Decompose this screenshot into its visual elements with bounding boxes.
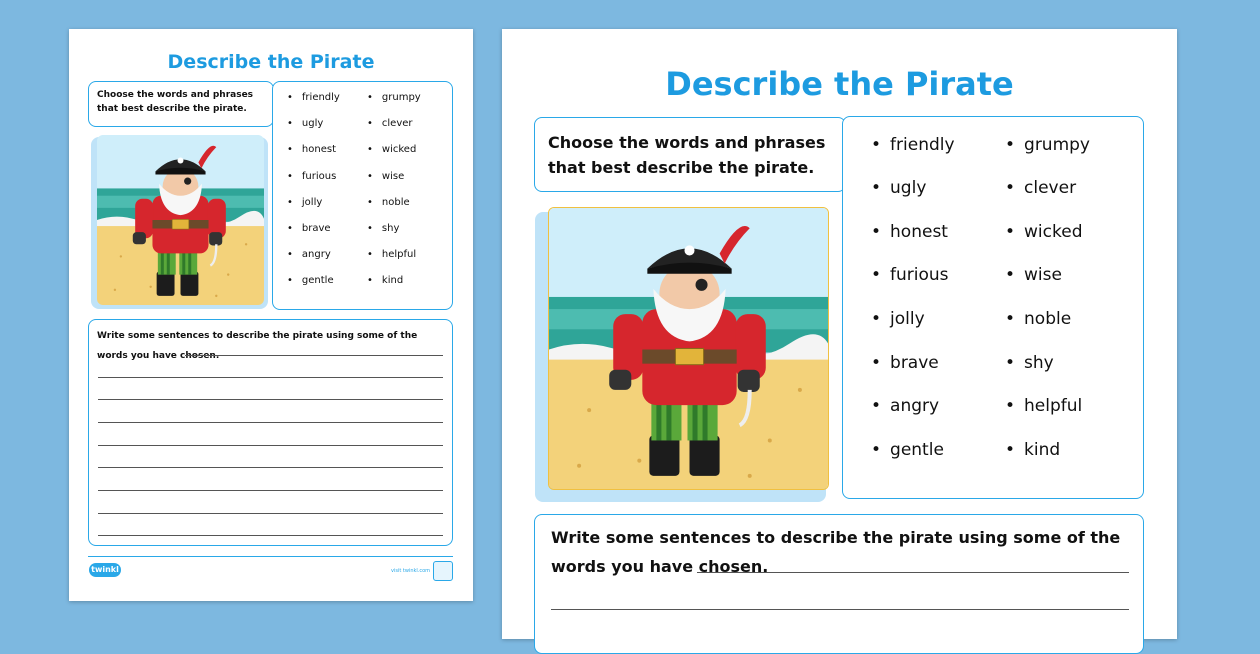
badge-icon [433,561,453,581]
word-item: • clever [367,118,413,129]
writing-prompt: Write some sentences to describe the pirate using some of the words you have chosen. [97,331,418,361]
word-item: • ugly [871,178,926,198]
worksheet-title: Describe the Pirate [167,51,375,73]
word-item: • helpful [367,249,416,260]
word-item: • wise [1005,265,1062,285]
worksheet-thumbnail [69,29,473,601]
word-item: • furious [287,171,336,182]
word-item: • angry [287,249,331,260]
pirate-image [97,135,264,305]
instruction-text: Choose the words and phrases that best describe the pirate. [548,133,826,177]
instruction-box [88,81,274,127]
word-bank-box [842,116,1144,499]
word-item: • friendly [871,135,955,155]
word-item: • honest [287,144,336,155]
word-item: • clever [1005,178,1076,198]
worksheet-enlarged [502,29,1177,639]
word-item: • noble [1005,309,1071,329]
word-item: • wicked [367,144,416,155]
word-item: • angry [871,396,939,416]
word-item: • gentle [871,440,944,460]
writing-box [534,514,1144,654]
writing-line [98,513,443,514]
word-item: • grumpy [367,92,421,103]
writing-line [98,490,443,491]
writing-box [88,319,453,546]
word-item: • shy [367,223,399,234]
word-item: • honest [871,222,948,242]
word-item: • shy [1005,353,1054,373]
word-item: • furious [871,265,949,285]
word-item: • friendly [287,92,340,103]
instruction-box [534,117,846,192]
word-item: • brave [287,223,331,234]
word-item: • kind [367,275,403,286]
word-item: • brave [871,353,939,373]
footer-url[interactable]: visit twinkl.com [391,568,431,574]
word-item: • noble [367,197,410,208]
word-bank-box [272,81,453,310]
writing-line [185,355,443,356]
word-item: • jolly [871,309,925,329]
word-item: • jolly [287,197,322,208]
writing-line [98,535,443,536]
twinkl-logo[interactable]: twinkl [89,563,121,577]
pirate-illustration [549,208,829,490]
worksheet-title: Describe the Pirate [665,65,1014,103]
word-item: • wicked [1005,222,1083,242]
word-item: • ugly [287,118,323,129]
writing-line [98,467,443,468]
instruction-text: Choose the words and phrases that best describe the pirate. [97,90,254,114]
writing-line [98,445,443,446]
word-item: • kind [1005,440,1060,460]
word-item: • wise [367,171,404,182]
writing-line [98,422,443,423]
word-item: • helpful [1005,396,1082,416]
pirate-illustration [97,135,264,305]
word-item: • grumpy [1005,135,1090,155]
writing-prompt: Write some sentences to describe the pirate using some of the words you have chosen. [551,528,1121,576]
pirate-image [548,207,829,490]
word-item: • gentle [287,275,334,286]
footer-rule [88,556,453,557]
writing-line [697,572,1129,573]
writing-line [98,399,443,400]
writing-line [551,609,1129,610]
writing-line [98,377,443,378]
